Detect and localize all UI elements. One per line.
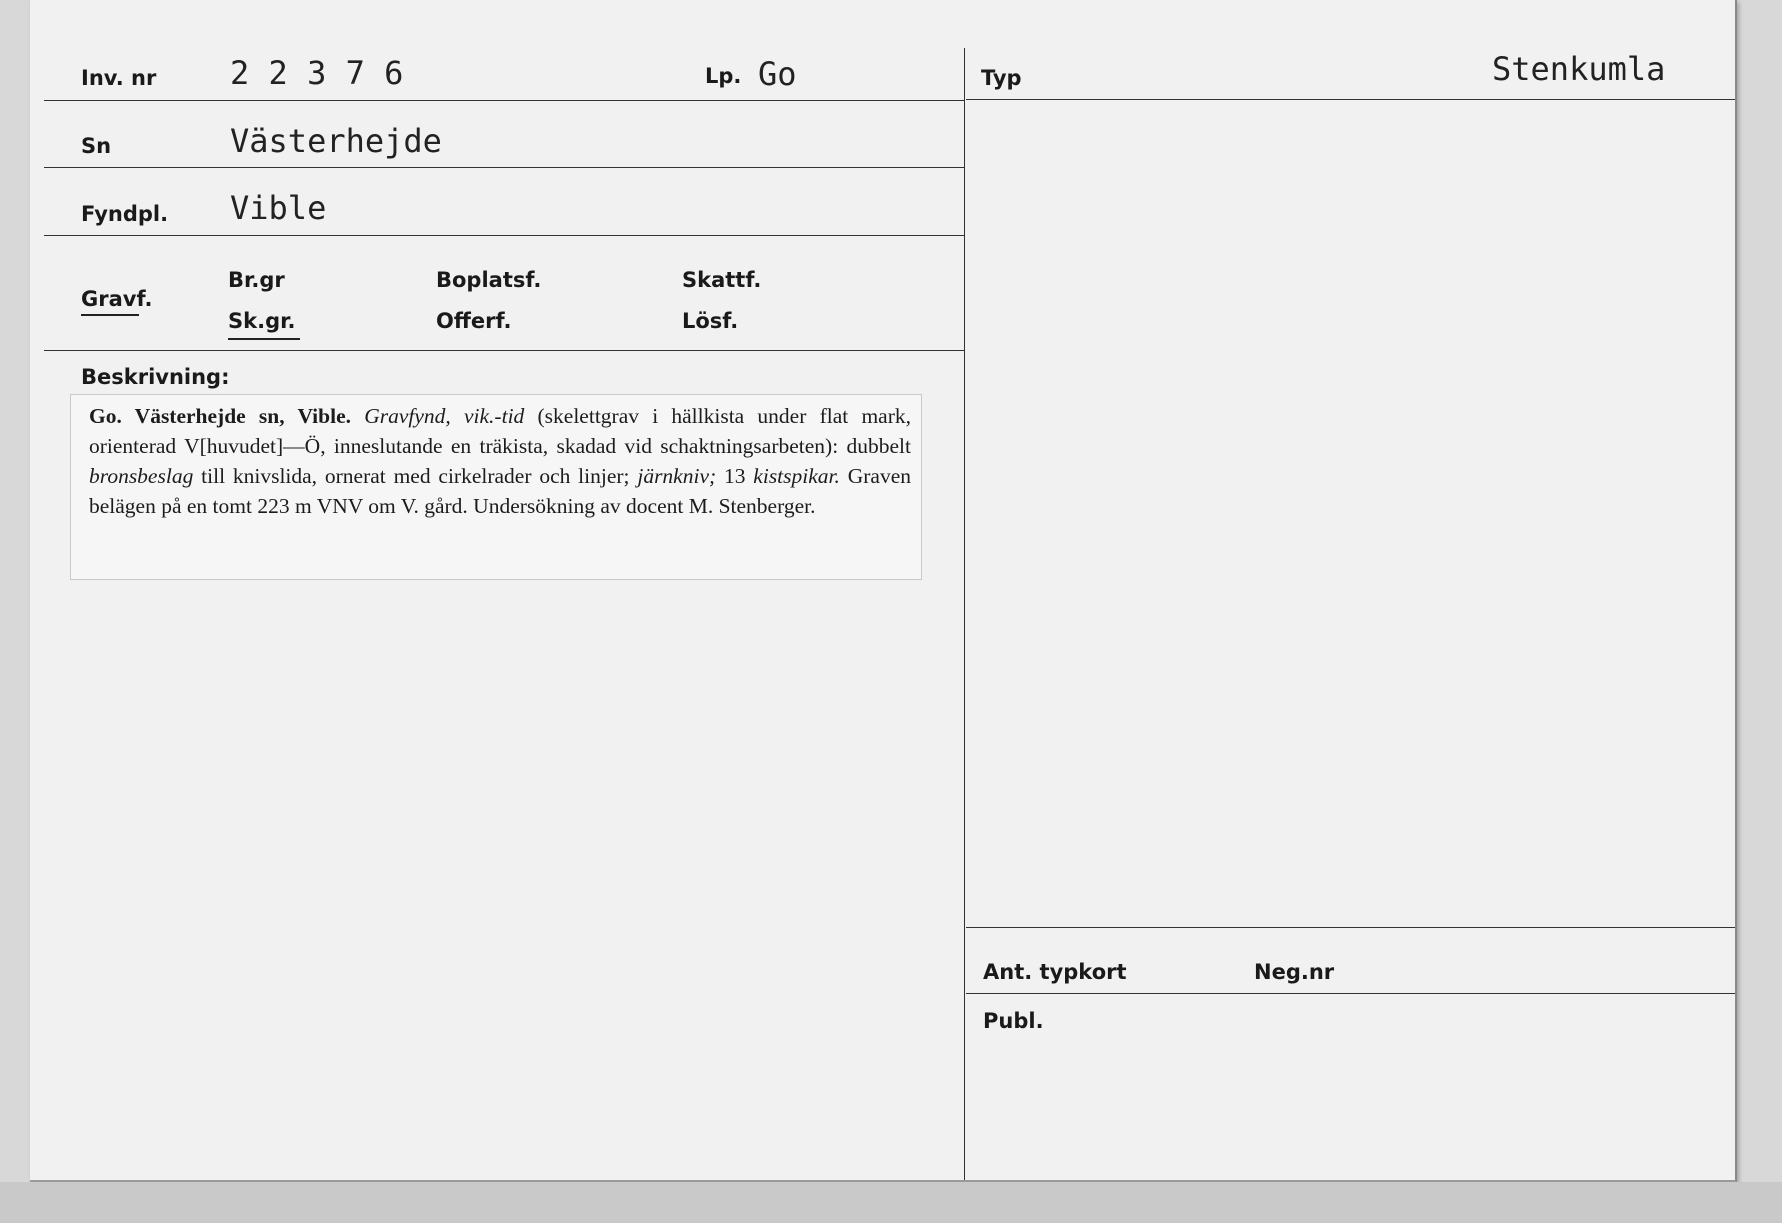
rule-typ [966,99,1735,100]
inv-nr-value: 2 2 3 7 6 [230,54,404,92]
typ-value: Stenkumla [1492,50,1666,88]
typ-label: Typ [981,66,1022,90]
description-space [351,404,364,428]
fyndpl-label: Fyndpl. [81,202,169,226]
gravf-label: Gravf. [81,287,153,311]
lp-label: Lp. [705,64,742,88]
publ-label: Publ. [983,1009,1044,1033]
description-text-3: 13 [716,464,754,488]
description-kistspikar: kistspikar. [753,464,840,488]
fyndpl-value: Vible [230,189,327,227]
rule-publ-top [966,993,1735,994]
description-text-2: till knivslida, ornerat med cirkelrader och linjer; [193,464,638,488]
losf-label: Lösf. [682,309,739,333]
gravf-underline [81,314,139,316]
boplatsf-label: Boplatsf. [436,268,542,292]
ant-typkort-label: Ant. typkort [983,960,1127,984]
catalog-card [30,0,1737,1182]
beskrivning-label: Beskrivning: [81,365,230,389]
sn-value: Västerhejde [230,122,442,160]
description-text-4: Graven belägen på en tomt 223 m VNV om V. gård. Undersökning av docent M. Stenberger. [89,464,911,518]
description-jarnkniv: järnkniv; [637,464,717,488]
rule-gravf [44,350,964,351]
description-lead: Go. Västerhejde sn, Vible. [89,404,351,428]
rule-inv [44,100,964,101]
description-text-1: (skelettgrav i hällkista under flat mark, orienterad V[huvudet]—Ö, inneslutande en träkista, skadad vid schaktningsarbeten): dubbelt [89,404,911,458]
negnr-label: Neg.nr [1254,960,1335,984]
column-divider [964,48,965,1180]
lp-value: Go [758,55,797,93]
skgr-label: Sk.gr. [228,309,296,333]
description-bronsbeslag: bronsbeslag [89,464,194,488]
description-find-type: Gravfynd, vik.-tid [364,404,525,428]
rule-ant-typkort-top [966,927,1735,928]
inv-nr-label: Inv. nr [81,66,157,90]
brgr-label: Br.gr [228,268,285,292]
rule-sn [44,167,964,168]
offerf-label: Offerf. [436,309,512,333]
skgr-underline [228,338,300,340]
sn-label: Sn [81,134,112,158]
description-clipping [70,394,922,580]
scan-background-strip [0,1182,1782,1223]
skattf-label: Skattf. [682,268,762,292]
rule-fyndpl [44,235,964,236]
